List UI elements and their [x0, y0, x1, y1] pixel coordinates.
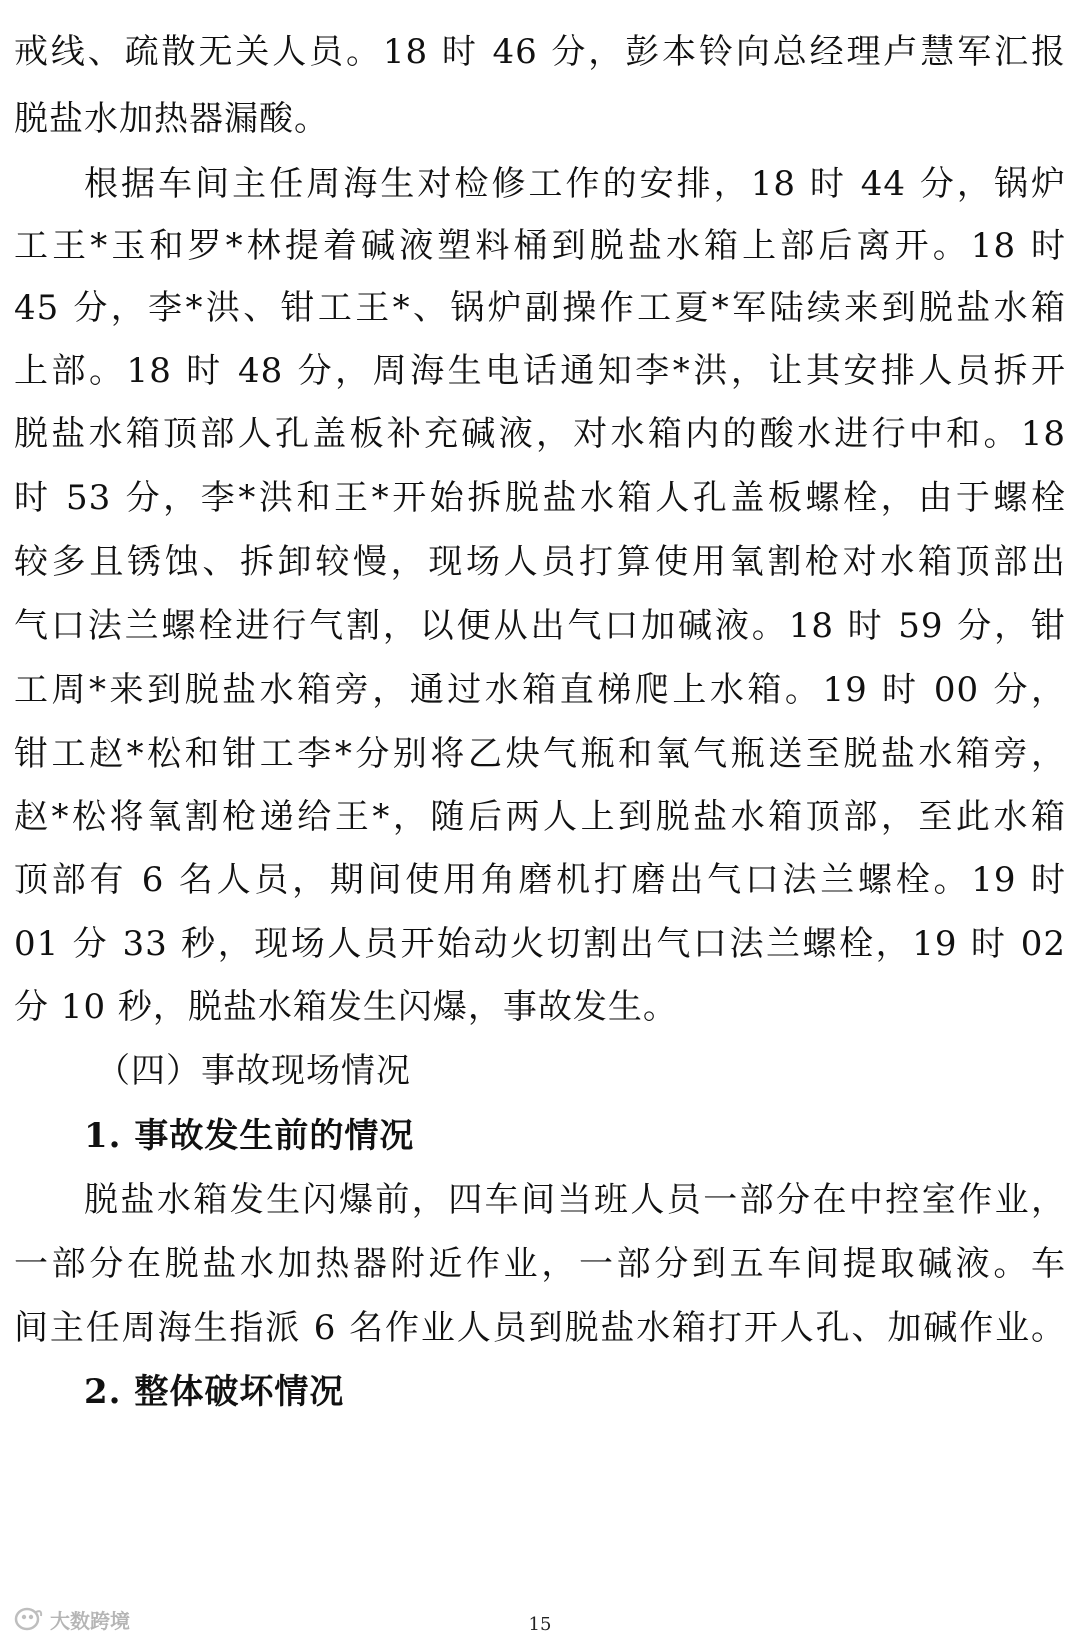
text-line-2: 脱盐水加热器漏酸。 [14, 99, 329, 139]
text-line-19: 脱盐水箱发生闪爆前，四车间当班人员一部分在中控室作业， [84, 1180, 1066, 1220]
text-line-15: 01 分 33 秒，现场人员开始动火切割出气口法兰螺栓，19 时 02 [14, 924, 1066, 964]
subsection-heading-1: 1. 事故发生前的情况 [84, 1116, 415, 1156]
brand-logo-icon [14, 1606, 44, 1632]
subsection-heading-2: 2. 整体破坏情况 [84, 1372, 345, 1412]
text-line-6: 上部。18 时 48 分，周海生电话通知李*洪，让其安排人员拆开 [14, 351, 1066, 391]
page-number: 15 [528, 1614, 552, 1635]
text-line-4: 工王*玉和罗*林提着碱液塑料桶到脱盐水箱上部后离开。18 时 [14, 226, 1066, 266]
text-line-11: 工周*来到脱盐水箱旁，通过水箱直梯爬上水箱。19 时 00 分， [14, 670, 1066, 710]
watermark [14, 1604, 130, 1634]
text-line-5: 45 分，李*洪、钳工王*、锅炉副操作工夏*军陆续来到脱盐水箱 [14, 288, 1066, 328]
text-line-12: 钳工赵*松和钳工李*分别将乙炔气瓶和氧气瓶送至脱盐水箱旁， [14, 734, 1066, 774]
text-line-10: 气口法兰螺栓进行气割，以便从出气口加碱液。18 时 59 分，钳 [14, 606, 1066, 646]
text-line-21: 间主任周海生指派 6 名作业人员到脱盐水箱打开人孔、加碱作业。 [14, 1308, 1066, 1348]
text-line-14: 顶部有 6 名人员，期间使用角磨机打磨出气口法兰螺栓。19 时 [14, 860, 1066, 900]
text-line-8: 时 53 分，李*洪和王*开始拆脱盐水箱人孔盖板螺栓，由于螺栓 [14, 478, 1066, 518]
text-line-16: 分 10 秒，脱盐水箱发生闪爆，事故发生。 [14, 987, 678, 1027]
text-line-1: 戒线、疏散无关人员。18 时 46 分，彭本铃向总经理卢慧军汇报 [14, 32, 1066, 72]
text-line-20: 一部分在脱盐水加热器附近作业，一部分到五车间提取碱液。车 [14, 1244, 1066, 1284]
text-line-7: 脱盐水箱顶部人孔盖板补充碱液，对水箱内的酸水进行中和。18 [14, 414, 1066, 454]
section-heading: （四）事故现场情况 [96, 1051, 411, 1091]
text-line-9: 较多且锈蚀、拆卸较慢，现场人员打算使用氧割枪对水箱顶部出 [14, 542, 1066, 582]
watermark-text: 大数跨境 [50, 1608, 130, 1633]
text-line-3: 根据车间主任周海生对检修工作的安排，18 时 44 分，锅炉 [84, 164, 1066, 204]
text-line-13: 赵*松将氧割枪递给王*，随后两人上到脱盐水箱顶部，至此水箱 [14, 797, 1066, 837]
